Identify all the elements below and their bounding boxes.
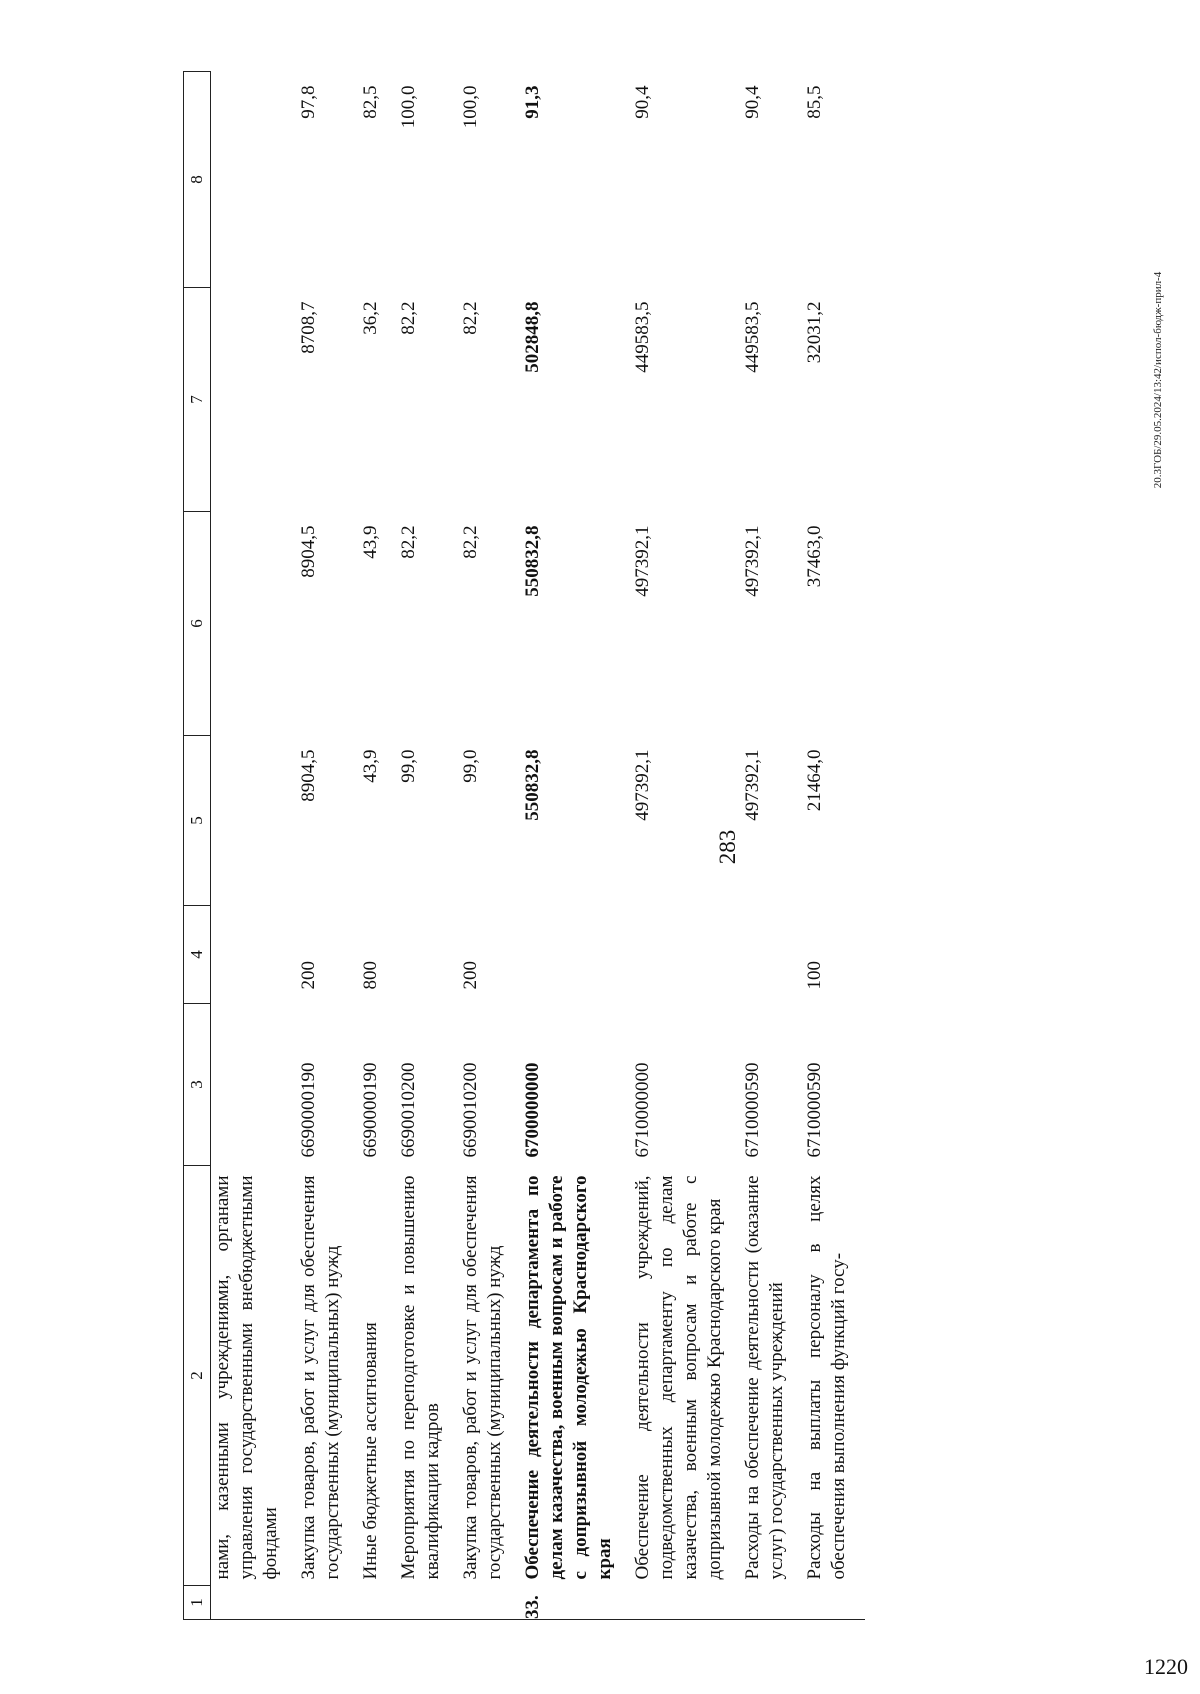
target-code-cell	[211, 1004, 298, 1166]
expense-type-cell: 800	[360, 961, 381, 990]
amount-cell: 8904,5	[298, 525, 319, 578]
percent-cell: 90,4	[632, 85, 653, 119]
amount-cell: 37463,0	[804, 525, 825, 588]
amount-cell: 497392,1	[742, 525, 763, 597]
description-cell: Обеспечение деятельности департамента по делам казачества, военным вопросам и работе с допризывной молодежью Краснодарского края	[522, 1175, 615, 1580]
budget-table-rotated	[183, 72, 1028, 1620]
row-number-cell	[803, 1586, 865, 1620]
amount-cell	[211, 736, 298, 906]
row-number-cell	[297, 1586, 359, 1620]
executed-amount-cell	[211, 288, 298, 512]
description-cell: Расходы на обеспечение деятельности (оказание услуг) государственных учреждений	[742, 1175, 787, 1580]
description-cell: Закупка товаров, работ и услуг для обеспечения государственных (муниципальных) нужд	[298, 1175, 343, 1580]
column-header: 1	[184, 1586, 211, 1620]
expense-type-cell	[631, 906, 741, 1004]
expense-type-cell: 200	[460, 961, 481, 990]
executed-amount-cell: 449583,5	[632, 301, 653, 373]
description-cell: Закупка товаров, работ и услуг для обеспечения государственных (муниципальных) нужд	[460, 1175, 505, 1580]
percent-cell: 91,3	[522, 85, 543, 119]
row-number-cell	[741, 1586, 803, 1620]
expense-type-cell	[211, 906, 298, 1004]
percent-cell: 100,0	[398, 85, 419, 129]
column-header: 5	[184, 736, 211, 906]
percent-cell: 85,5	[804, 85, 825, 119]
column-header: 8	[184, 72, 211, 288]
target-code-cell: 6690010200	[460, 1062, 481, 1158]
column-header: 4	[184, 906, 211, 1004]
percent-cell: 97,8	[298, 85, 319, 119]
column-header: 7	[184, 288, 211, 512]
expense-type-cell: 100	[804, 961, 825, 990]
table-row	[459, 72, 521, 1620]
executed-amount-cell: 32031,2	[804, 301, 825, 364]
table-row	[397, 72, 459, 1620]
percent-cell	[211, 72, 298, 288]
expense-type-cell: 200	[298, 961, 319, 990]
column-header: 2	[184, 1166, 211, 1586]
amount-cell: 43,9	[360, 749, 381, 783]
table-row	[803, 72, 865, 1620]
amount-cell: 497392,1	[742, 749, 763, 821]
executed-amount-cell: 449583,5	[742, 301, 763, 373]
target-code-cell: 6710000590	[804, 1062, 825, 1158]
amount-cell: 8904,5	[298, 749, 319, 802]
amount-cell: 99,0	[398, 749, 419, 783]
row-number-cell: 33.	[521, 1586, 631, 1620]
executed-amount-cell: 8708,7	[298, 301, 319, 354]
executed-amount-cell: 82,2	[398, 301, 419, 335]
sheet-number: 1220	[1144, 1654, 1188, 1679]
amount-cell: 82,2	[460, 525, 481, 559]
target-code-cell: 6710000590	[742, 1062, 763, 1158]
percent-cell: 100,0	[460, 85, 481, 129]
target-code-cell: 6700000000	[522, 1062, 543, 1158]
target-code-cell: 6690010200	[398, 1062, 419, 1158]
amount-cell: 21464,0	[804, 749, 825, 812]
amount-cell: 497392,1	[632, 525, 653, 597]
amount-cell: 82,2	[398, 525, 419, 559]
description-cell: Расходы на выплаты персоналу в целях обеспечения выполнения функций госу-	[804, 1175, 849, 1580]
description-cell: Мероприятия по переподготовке и повышению квалификации кадров	[398, 1175, 443, 1580]
percent-cell: 82,5	[360, 85, 381, 119]
row-number-cell	[459, 1586, 521, 1620]
table-header-row	[184, 72, 211, 1620]
amount-cell: 550832,8	[522, 749, 543, 821]
page-number: 283	[715, 829, 740, 865]
row-number-cell	[211, 1586, 298, 1620]
table-row	[521, 72, 631, 1620]
target-code-cell: 6690000190	[360, 1062, 381, 1158]
executed-amount-cell: 36,2	[360, 301, 381, 335]
column-header: 3	[184, 1004, 211, 1166]
table-row	[211, 72, 298, 1620]
amount-cell: 99,0	[460, 749, 481, 783]
amount-cell: 43,9	[360, 525, 381, 559]
executed-amount-cell: 502848,8	[522, 301, 543, 373]
amount-cell: 550832,8	[522, 525, 543, 597]
description-cell: Иные бюджетные ассигнования	[360, 1322, 381, 1580]
target-code-cell: 6690000190	[298, 1062, 319, 1158]
table-row	[359, 72, 397, 1620]
document-footer-code: 20.3ГОБ/29.05.2024/13:42/испол-бюдж-прил-4	[1152, 271, 1164, 489]
description-cell: нами, казенными учреждениями, органами управления государственными внебюджетными фондами	[212, 1175, 281, 1580]
table-row	[297, 72, 359, 1620]
budget-table	[183, 71, 865, 1620]
row-number-cell	[359, 1586, 397, 1620]
executed-amount-cell: 82,2	[460, 301, 481, 335]
column-header: 6	[184, 512, 211, 736]
amount-cell	[211, 512, 298, 736]
table-row	[741, 72, 803, 1620]
target-code-cell: 6710000000	[632, 1062, 653, 1158]
row-number-cell	[397, 1586, 459, 1620]
row-number-cell	[631, 1586, 741, 1620]
amount-cell: 497392,1	[632, 749, 653, 821]
expense-type-cell	[397, 906, 459, 1004]
percent-cell: 90,4	[742, 85, 763, 119]
table-row	[631, 72, 741, 1620]
expense-type-cell	[521, 906, 631, 1004]
description-cell: Обеспечение деятельности учреждений, подведомственных департаменту по делам казачества, военным вопросам и работе с допризывной молодежью Краснодарского края	[632, 1175, 725, 1580]
expense-type-cell	[741, 906, 803, 1004]
